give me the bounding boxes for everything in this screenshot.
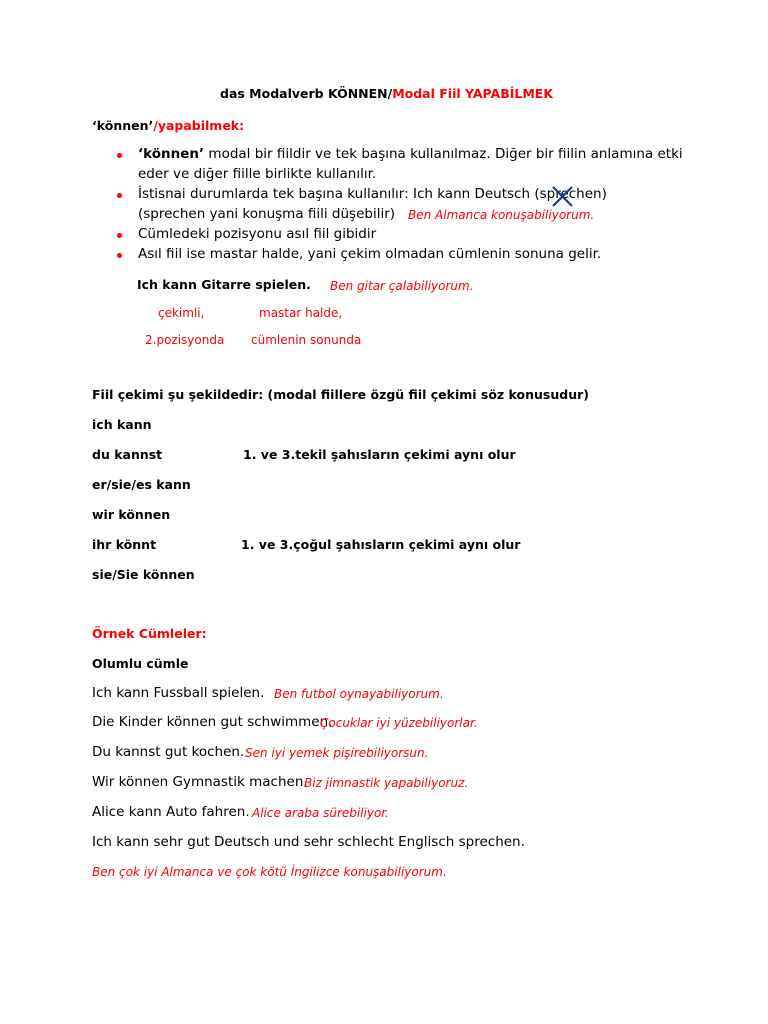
conjugation-note-singular: 1. ve 3.tekil şahısların çekimi aynı olur: [243, 447, 516, 462]
conjugation-row: sie/Sie können: [92, 567, 195, 582]
example-turkish: Biz jimnastik yapabiliyoruz.: [304, 776, 469, 790]
page-title: [220, 86, 553, 101]
bullet-4: Asıl fiil ise mastar halde, yani çekim olmadan cümlenin sonuna gelir.: [138, 246, 602, 262]
heading-turkish: /yapabilmek:: [153, 118, 245, 133]
conjugation-heading: Fiil çekimi şu şekildedir: (modal fiillere özgü fiil çekimi söz konusudur): [92, 387, 589, 402]
cross-out-icon: [550, 184, 576, 210]
conjugation-row: ich kann: [92, 417, 152, 432]
bullet-2-line1: İstisnai durumlarda tek başına kullanılır: Ich kann Deutsch (sprechen): [138, 186, 607, 202]
example-german: Du kannst gut kochen.: [92, 744, 245, 760]
example-turkish: Alice araba sürebiliyor.: [252, 806, 389, 820]
annotation-cekimli: çekimli,: [158, 306, 205, 320]
conjugation-row: er/sie/es kann: [92, 477, 191, 492]
example-german: Die Kinder können gut schwimmen.: [92, 714, 333, 730]
bullet-2-translation: Ben Almanca konuşabiliyorum.: [408, 208, 595, 222]
bullet-1: [138, 146, 683, 162]
example-turkish-long: Ben çok iyi Almanca ve çok kötü İngilizce konuşabiliyorum.: [92, 865, 447, 879]
example-turkish: Sen iyi yemek pişirebiliyorsun.: [245, 746, 429, 760]
examples-subheading: Olumlu cümle: [92, 656, 189, 671]
example-german: Ich kann Fussball spielen.: [92, 685, 265, 701]
example-german: Wir können Gymnastik machen.: [92, 774, 308, 790]
bullet-1-line2: eder ve diğer fiille birlikte kullanılır.: [138, 166, 377, 182]
section-heading: [92, 118, 244, 133]
conjugation-row: wir können: [92, 507, 171, 522]
examples-heading: Örnek Cümleler:: [92, 626, 207, 641]
heading-german: ‘können’: [92, 118, 154, 133]
main-example-sentence: Ich kann Gitarre spielen.: [137, 277, 311, 292]
bullet-dot: [117, 233, 122, 238]
bullet-2-line2: (sprechen yani konuşma fiili düşebilir): [138, 206, 396, 222]
example-german-long: Ich kann sehr gut Deutsch und sehr schlecht Englisch sprechen.: [92, 834, 525, 850]
title-turkish: Modal Fiil YAPABİLMEK: [392, 86, 554, 101]
conjugation-row: ihr könnt: [92, 537, 157, 552]
bullet-dot: [117, 193, 122, 198]
main-example-translation: Ben gitar çalabiliyorum.: [330, 279, 474, 293]
bullet-dot: [117, 253, 122, 258]
bullet-dot: [117, 153, 122, 158]
bullet-1-text: modal bir fiildir ve tek başına kullanılmaz. Diğer bir fiilin anlamına etki: [204, 146, 683, 162]
example-german: Alice kann Auto fahren.: [92, 804, 250, 820]
annotation-sonunda: cümlenin sonunda: [251, 333, 362, 347]
example-turkish: Çocuklar iyi yüzebiliyorlar.: [320, 716, 478, 730]
bullet-3: Cümledeki pozisyonu asıl fiil gibidir: [138, 226, 377, 242]
conjugation-note-plural: 1. ve 3.çoğul şahısların çekimi aynı olur: [241, 537, 521, 552]
bullet-1-bold: ‘können’: [138, 146, 205, 162]
title-german: das Modalverb KÖNNEN/: [220, 86, 393, 101]
annotation-mastar: mastar halde,: [259, 306, 343, 320]
conjugation-row: du kannst: [92, 447, 163, 462]
annotation-pozisyon: 2.pozisyonda: [145, 333, 225, 347]
example-turkish: Ben futbol oynayabiliyorum.: [274, 687, 444, 701]
